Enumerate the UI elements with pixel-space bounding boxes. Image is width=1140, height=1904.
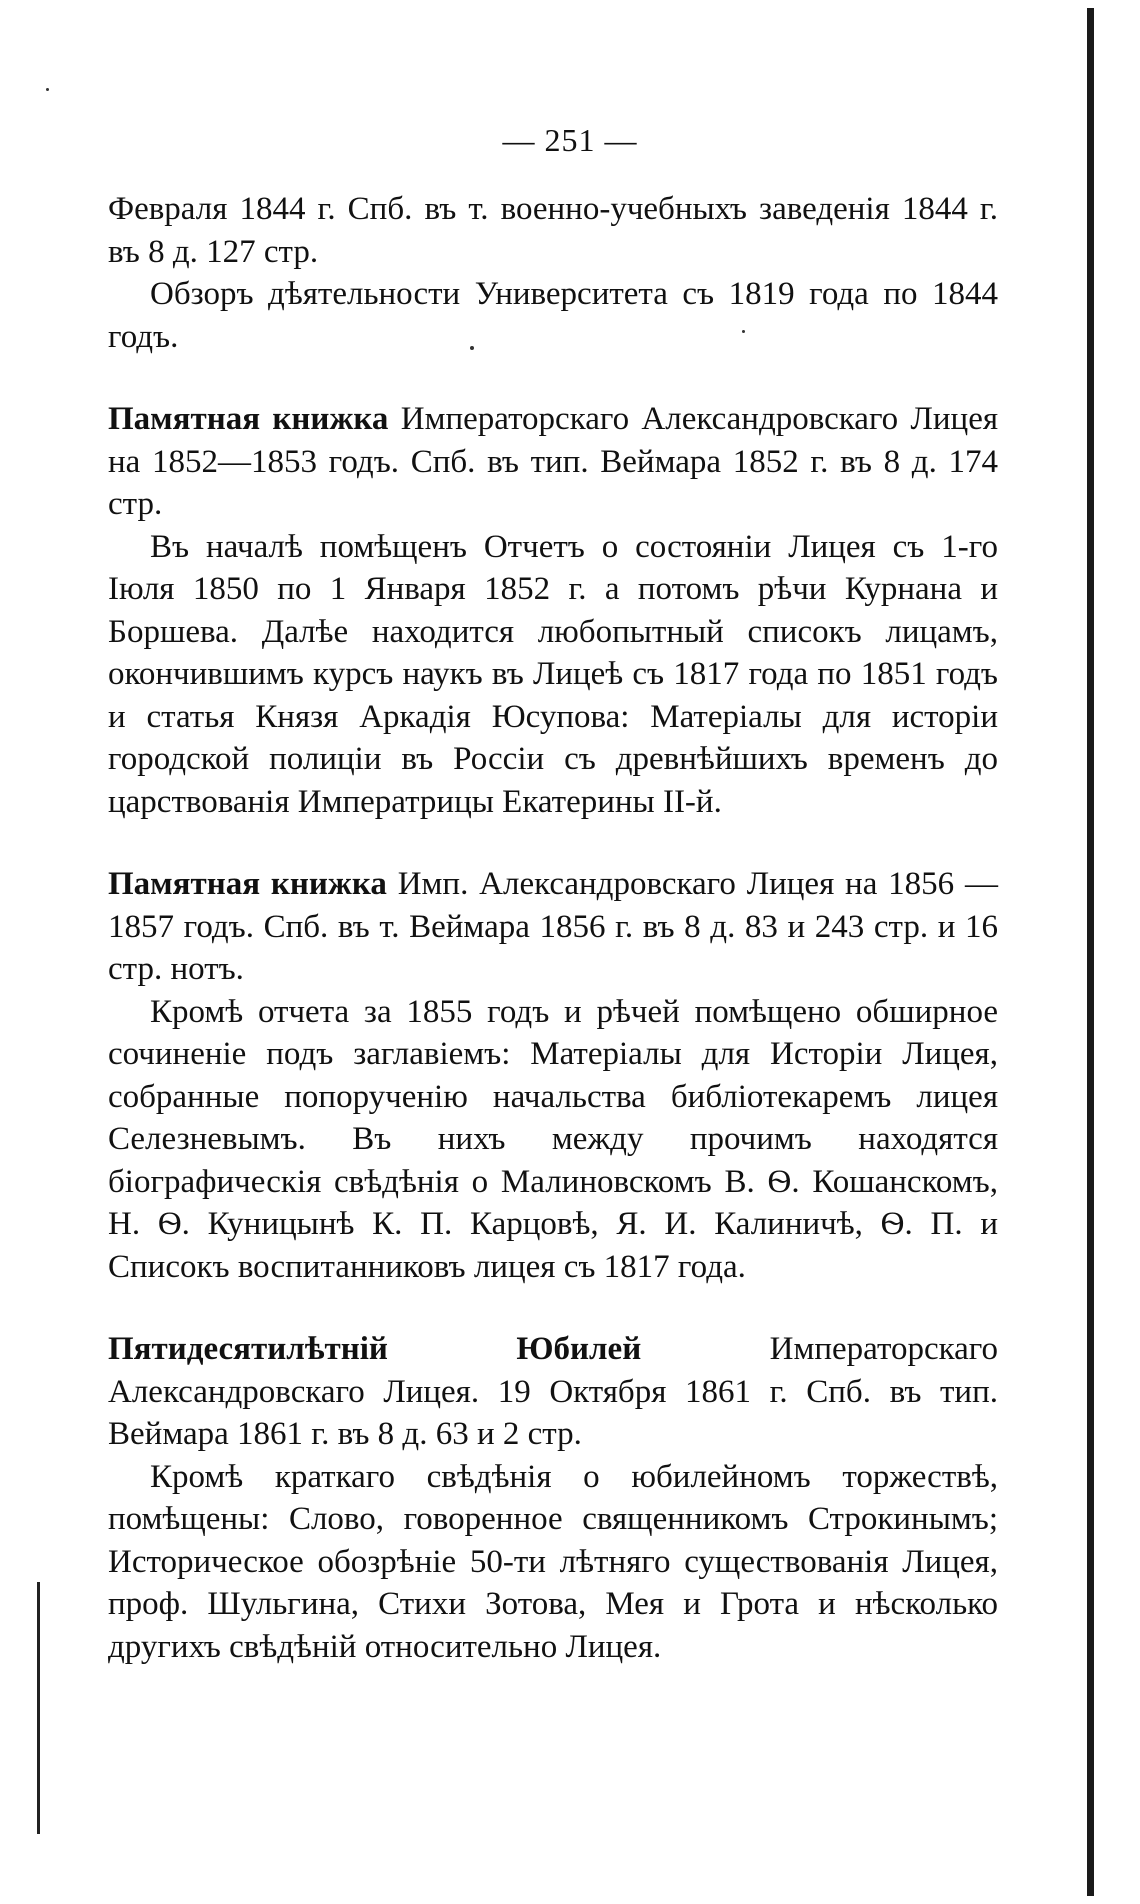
entry-note: Въ началѣ помѣщенъ Отчетъ о состояніи Лицея съ 1-го Іюля 1850 по 1 Января 1852 г. а потомъ рѣчи Курнана и Боршева. Далѣе находится любопытный списокъ лицамъ, окончившимъ курсъ наукъ въ Лицеѣ съ 1817 года по 1851 годъ и статья Князя Аркадія Юсупова: Матеріалы для исторіи городской полиціи въ Россіи съ древнѣйшихъ временъ до царствованія Императрицы Екатерины II-й. (108, 528, 998, 820)
bibliography-text (108, 188, 998, 1668)
bibliography-entry (108, 1328, 998, 1456)
bibliography-entry (108, 863, 998, 991)
entry-title: Пятидесятилѣтній Юбилей (108, 1331, 642, 1367)
print-speck (46, 88, 49, 91)
page-number: — 251 — (502, 122, 638, 158)
entry-note: Кромѣ отчета за 1855 годъ и рѣчей помѣщено обширное сочиненіе подъ заглавіемъ: Матеріалы для Исторіи Лицея, собранные попорученію начальства библіотекаремъ лицея Селезневымъ. Въ нихъ между прочимъ находятся біографическія свѣдѣнія о Малиновскомъ В. Ѳ. Кошанскомъ, Н. Ѳ. Куницынѣ К. П. Карцовѣ, Я. И. Калиничѣ, Ѳ. П. и Списокъ воспитанниковъ лицея съ 1817 года. (108, 993, 998, 1285)
entry-title: Памятная книжка (108, 401, 389, 437)
entry-continuation: Февраля 1844 г. Спб. въ т. военно-учебныхъ заведенія 1844 г. въ 8 д. 127 стр. (108, 191, 998, 270)
entry-details: Императорскаго Александровскаго Лицея. 19 Октября 1861 г. Спб. въ тип. Веймара 1861 г. въ 8 д. 63 и 2 стр. (108, 1331, 998, 1452)
entry-note: Кромѣ краткаго свѣдѣнія о юбилейномъ торжествѣ, помѣщены: Слово, говоренное священникомъ Строкинымъ; Историческое обозрѣніе 50-ти лѣтняго существованія Лицея, проф. Шульгина, Стихи Зотова, Мея и Грота и нѣсколько другихъ свѣдѣній относительно Лицея. (108, 1458, 998, 1665)
entry-note: Обзоръ дѣятельности Университета съ 1819 года по 1844 годъ. (108, 276, 998, 355)
margin-mark (37, 1582, 40, 1834)
bibliography-entry (108, 398, 998, 526)
entry-details: Императорскаго Александровскаго Лицея на 1852—1853 годъ. Спб. въ тип. Веймара 1852 г. въ 8 д. 174 стр. (108, 401, 999, 522)
entry-details: Имп. Александровскаго Лицея на 1856 — 1857 годъ. Спб. въ т. Веймара 1856 г. въ 8 д. 83 и 243 стр. и 16 стр. нотъ. (108, 866, 999, 987)
page-edge-rule (1087, 8, 1094, 1896)
entry-title: Памятная книжка (108, 866, 387, 902)
